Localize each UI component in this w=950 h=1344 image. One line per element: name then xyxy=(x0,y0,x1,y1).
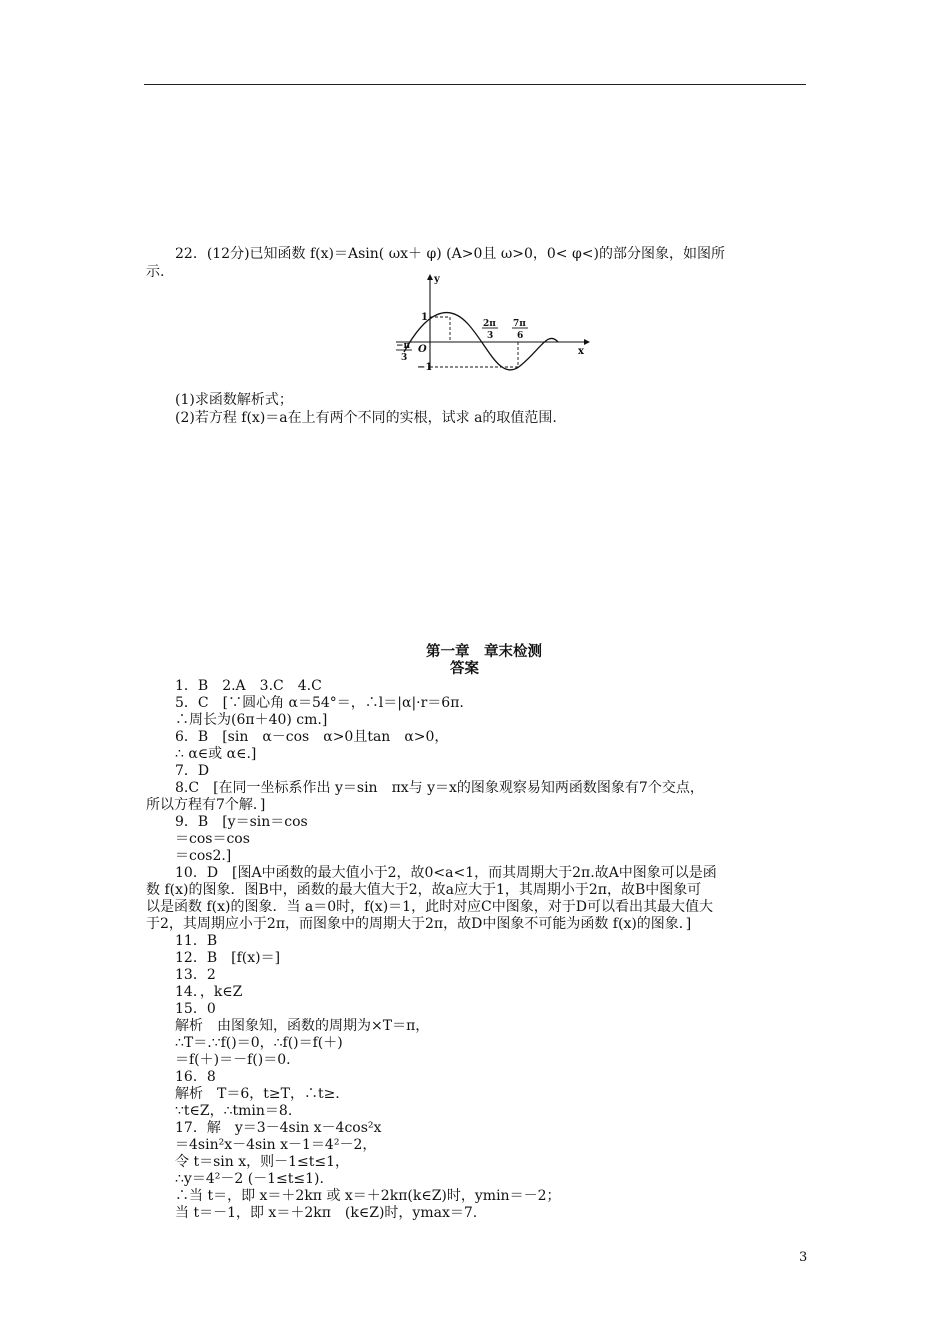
answer-line: 13．2 xyxy=(175,967,216,983)
answer-line: 所以方程有7个解．] xyxy=(146,797,266,813)
answer-line: ∴T＝.∵f()＝0，∴f()＝f(＋) xyxy=(175,1035,343,1051)
tick-label-7pi: 7π xyxy=(513,319,526,329)
answer-line: 9．B [y＝sin＝cos xyxy=(175,814,308,830)
answer-line: 当 t＝－1，即 x＝＋2kπ (k∈Z)时，ymax＝7. xyxy=(175,1205,478,1221)
answer-line: 于2，其周期应小于2π，而图象中的周期大于2π，故D中图象不可能为函数 f(x)的图象．] xyxy=(146,916,692,932)
y-axis-arrow xyxy=(427,274,433,280)
answer-line: ＝cos2.] xyxy=(175,848,232,864)
tick-label-6: 6 xyxy=(517,331,524,341)
answer-line: ＝4sin²x－4sin x－1＝4²－2， xyxy=(175,1137,377,1153)
answer-line: 7．D xyxy=(175,763,210,779)
answer-line: 以是函数 f(x)的图象．当 a＝0时，f(x)＝1，此时对应C中图象，对于D可以看出其最大值大 xyxy=(146,899,713,915)
answer-line: 数 f(x)的图象．图B中，函数的最大值大于2，故a应大于1，其周期小于2π，故B中图象可 xyxy=(146,882,702,898)
sine-graph xyxy=(392,272,592,372)
answer-line: ∴当 t＝，即 x＝＋2kπ 或 x＝＋2kπ(k∈Z)时，ymin＝－2； xyxy=(175,1188,561,1204)
answer-line: 6．B [sin α－cos α>0且tan α>0， xyxy=(175,729,449,745)
tick-label-2pi: 2π xyxy=(483,319,496,329)
answer-line: ∴y＝4²－2 (－1≤t≤1). xyxy=(175,1171,324,1187)
answer-line: 8.C [在同一坐标系作出 y＝sin πx与 y＝x的图象观察易知两函数图象有7个交点， xyxy=(175,780,704,796)
answer-line: 15．0 xyxy=(175,1001,216,1017)
answers-subheading: 答案 xyxy=(450,660,479,677)
answer-line: ∴周长为(6π＋40) cm.] xyxy=(175,712,328,728)
answer-line: 11．B xyxy=(175,933,218,949)
answer-line: ∴ α∈或 α∈.] xyxy=(175,746,257,762)
x-axis-label: x xyxy=(578,346,584,357)
x-axis-arrow xyxy=(584,339,590,345)
answer-line: 12．B [f(x)＝] xyxy=(175,950,281,966)
answer-line: 14．，k∈Z xyxy=(175,984,243,1000)
answers-heading: 第一章 章末检测 xyxy=(426,643,542,660)
problem-22-part-1: (1)求函数解析式； xyxy=(175,392,293,408)
problem-22-line-1: 22．(12分)已知函数 f(x)＝Asin( ωx＋ φ) (A>0且 ω>0，0< φ<)的部分图象，如图所 xyxy=(175,246,725,262)
answer-line: 令 t＝sin x，则－1≤t≤1， xyxy=(175,1154,350,1170)
tick-label-neg-1: −1 xyxy=(417,362,433,372)
tick-label-neg-pi: −π xyxy=(396,341,411,351)
answer-line: 16．8 xyxy=(175,1069,216,1085)
origin-label: O xyxy=(418,344,427,355)
tick-label-1: 1 xyxy=(421,312,428,323)
answer-line: 解析 由图象知，函数的周期为×T＝π， xyxy=(175,1018,430,1034)
answer-line: ＝cos＝cos xyxy=(175,831,250,847)
answer-line: 17．解 y＝3－4sin x－4cos²x xyxy=(175,1120,382,1136)
tick-label-3b: 3 xyxy=(487,331,494,341)
header-rule xyxy=(144,84,806,85)
answer-line: 解析 T＝6，t≥T，∴t≥. xyxy=(175,1086,340,1102)
answer-line: ∵t∈Z，∴tmin＝8. xyxy=(175,1103,293,1119)
page-number: 3 xyxy=(799,1250,808,1265)
tick-label-3a: 3 xyxy=(401,353,408,363)
answer-line: 10．D [图A中函数的最大值小于2，故0<a<1，而其周期大于2π.故A中图象可以是函 xyxy=(175,865,717,881)
problem-22-line-2: 示. xyxy=(146,264,165,280)
answer-line: 5．C [∵圆心角 α＝54°＝，∴l＝|α|·r＝6π. xyxy=(175,695,464,711)
answer-line: ＝f(＋)＝－f()＝0. xyxy=(175,1052,291,1068)
y-axis-label: y xyxy=(434,274,440,285)
answer-line: 1．B 2.A 3.C 4.C xyxy=(175,678,322,694)
problem-22-part-2: (2)若方程 f(x)＝a在上有两个不同的实根，试求 a的取值范围. xyxy=(175,410,557,426)
